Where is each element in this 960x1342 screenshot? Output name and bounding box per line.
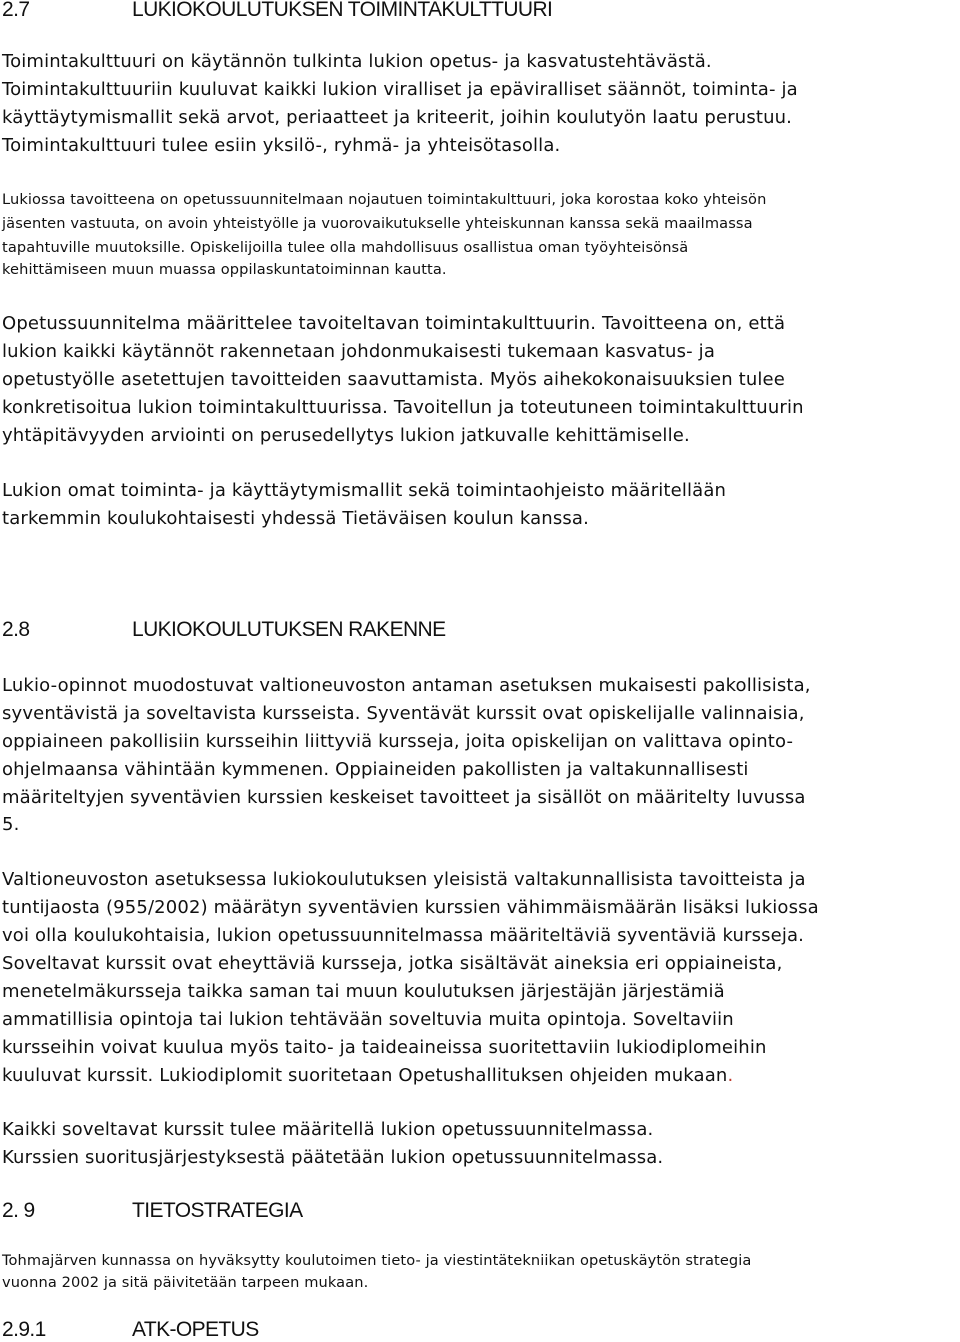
paragraph-line: Lukiossa tavoitteena on opetussuunnitelmaan nojautuen toimintakulttuuri, joka korostaa koko yhteisön bbox=[2, 191, 767, 208]
paragraph-line: opetustyölle asetettujen tavoitteiden saavuttamista. Myös aihekokonaisuuksien tulee bbox=[2, 369, 785, 390]
paragraph-line: kursseihin voivat kuulua myös taito- ja taideaineissa suoritettaviin lukiodiplomeihin bbox=[2, 1037, 767, 1058]
section-number: 2. 9 bbox=[2, 1199, 35, 1222]
paragraph-line: Tohmajärven kunnassa on hyväksytty koulutoimen tieto- ja viestintätekniikan opetuskäytön strategia bbox=[2, 1252, 752, 1269]
paragraph-line: vuonna 2002 ja sitä päivitetään tarpeen mukaan. bbox=[2, 1274, 369, 1291]
paragraph-line: ammatillisia opintoja tai lukion tehtävään soveltuvia muita opintoja. Soveltaviin bbox=[2, 1009, 734, 1030]
paragraph-line-text: kuuluvat kurssit. Lukiodiplomit suoritetaan Opetushallituksen ohjeiden mukaan bbox=[2, 1065, 728, 1086]
paragraph-line: jäsenten vastuuta, on avoin yhteistyölle ja vuorovaikutukselle yhteiskunnan kanssa sekä maailmassa bbox=[2, 215, 753, 232]
section-number: 2.8 bbox=[2, 618, 30, 641]
section-title: TIETOSTRATEGIA bbox=[132, 1199, 303, 1222]
paragraph-line: ohjelmaansa vähintään kymmenen. Oppiaineiden pakollisten ja valtakunnallisesti bbox=[2, 759, 749, 780]
paragraph-line: tapahtuville muutoksille. Opiskelijoilla tulee olla mahdollisuus osallistua oman työyhteisönsä bbox=[2, 239, 689, 256]
paragraph-line: tarkemmin koulukohtaisesti yhdessä Tietäväisen koulun kanssa. bbox=[2, 508, 589, 529]
paragraph-line: Kurssien suoritusjärjestyksestä päätetään lukion opetussuunnitelmassa. bbox=[2, 1147, 664, 1168]
paragraph-line: Toimintakulttuuri tulee esiin yksilö-, ryhmä- ja yhteisötasolla. bbox=[2, 135, 561, 156]
paragraph-line: yhtäpitävyyden arviointi on perusedellytys lukion jatkuvalle kehittämiselle. bbox=[2, 425, 690, 446]
paragraph-line: määriteltyjen syventävien kurssien keskeiset tavoitteet ja sisällöt on määritelty luvussa bbox=[2, 787, 806, 808]
red-period: . bbox=[727, 1065, 734, 1086]
paragraph-line: Soveltavat kurssit ovat eheyttäviä kursseja, jotka sisältävät aineksia eri oppiaineista, bbox=[2, 953, 783, 974]
paragraph-line: oppiaineen pakollisiin kursseihin liittyviä kursseja, joita opiskelijan on valittava opinto- bbox=[2, 731, 794, 752]
section-title: ATK-OPETUS bbox=[132, 1318, 259, 1341]
paragraph-line: Valtioneuvoston asetuksessa lukiokoulutuksen yleisistä valtakunnallisista tavoitteista ja bbox=[2, 869, 806, 890]
paragraph-line: voi olla koulukohtaisia, lukion opetussuunnitelmassa määriteltäviä syventäviä kursseja. bbox=[2, 925, 805, 946]
section-title: LUKIOKOULUTUKSEN RAKENNE bbox=[132, 618, 446, 641]
section-number: 2.9.1 bbox=[2, 1318, 46, 1341]
paragraph-line: 5. bbox=[2, 814, 20, 835]
paragraph-line: Opetussuunnitelma määrittelee tavoiteltavan toimintakulttuurin. Tavoitteena on, että bbox=[2, 313, 786, 334]
paragraph-line: kehittämiseen muun muassa oppilaskuntatoiminnan kautta. bbox=[2, 261, 447, 278]
paragraph-line: Toimintakulttuuriin kuuluvat kaikki lukion viralliset ja epäviralliset säännöt, toiminta- ja bbox=[2, 79, 798, 100]
paragraph-line: konkretisoitua lukion toimintakulttuurissa. Tavoitellun ja toteutuneen toimintakulttuurin bbox=[2, 397, 804, 418]
paragraph-line: menetelmäkursseja taikka saman tai muun koulutuksen järjestäjän järjestämiä bbox=[2, 981, 725, 1002]
paragraph-line: Lukion omat toiminta- ja käyttäytymismallit sekä toimintaohjeisto määritellään bbox=[2, 480, 727, 501]
section-title: LUKIOKOULUTUKSEN TOIMINTAKULTTUURI bbox=[132, 0, 553, 21]
paragraph-line: käyttäytymismallit sekä arvot, periaatteet ja kriteerit, joihin koulutyön laatu perustuu. bbox=[2, 107, 793, 128]
paragraph-line: Toimintakulttuuri on käytännön tulkinta lukion opetus- ja kasvatustehtävästä. bbox=[2, 51, 712, 72]
paragraph-line: tuntijaosta (955/2002) määrätyn syventävien kurssien vähimmäismäärän lisäksi lukiossa bbox=[2, 897, 819, 918]
paragraph-line: Lukio-opinnot muodostuvat valtioneuvoston antaman asetuksen mukaisesti pakollisista, bbox=[2, 675, 811, 696]
section-number: 2.7 bbox=[2, 0, 30, 21]
paragraph-line: lukion kaikki käytännöt rakennetaan johdonmukaisesti tukemaan kasvatus- ja bbox=[2, 341, 715, 362]
paragraph-line bbox=[2, 1062, 733, 1090]
paragraph-line: syventävistä ja soveltavista kursseista. Syventävät kurssit ovat opiskelijalle valinnaisia, bbox=[2, 703, 805, 724]
paragraph-line: Kaikki soveltavat kurssit tulee määritellä lukion opetussuunnitelmassa. bbox=[2, 1119, 654, 1140]
